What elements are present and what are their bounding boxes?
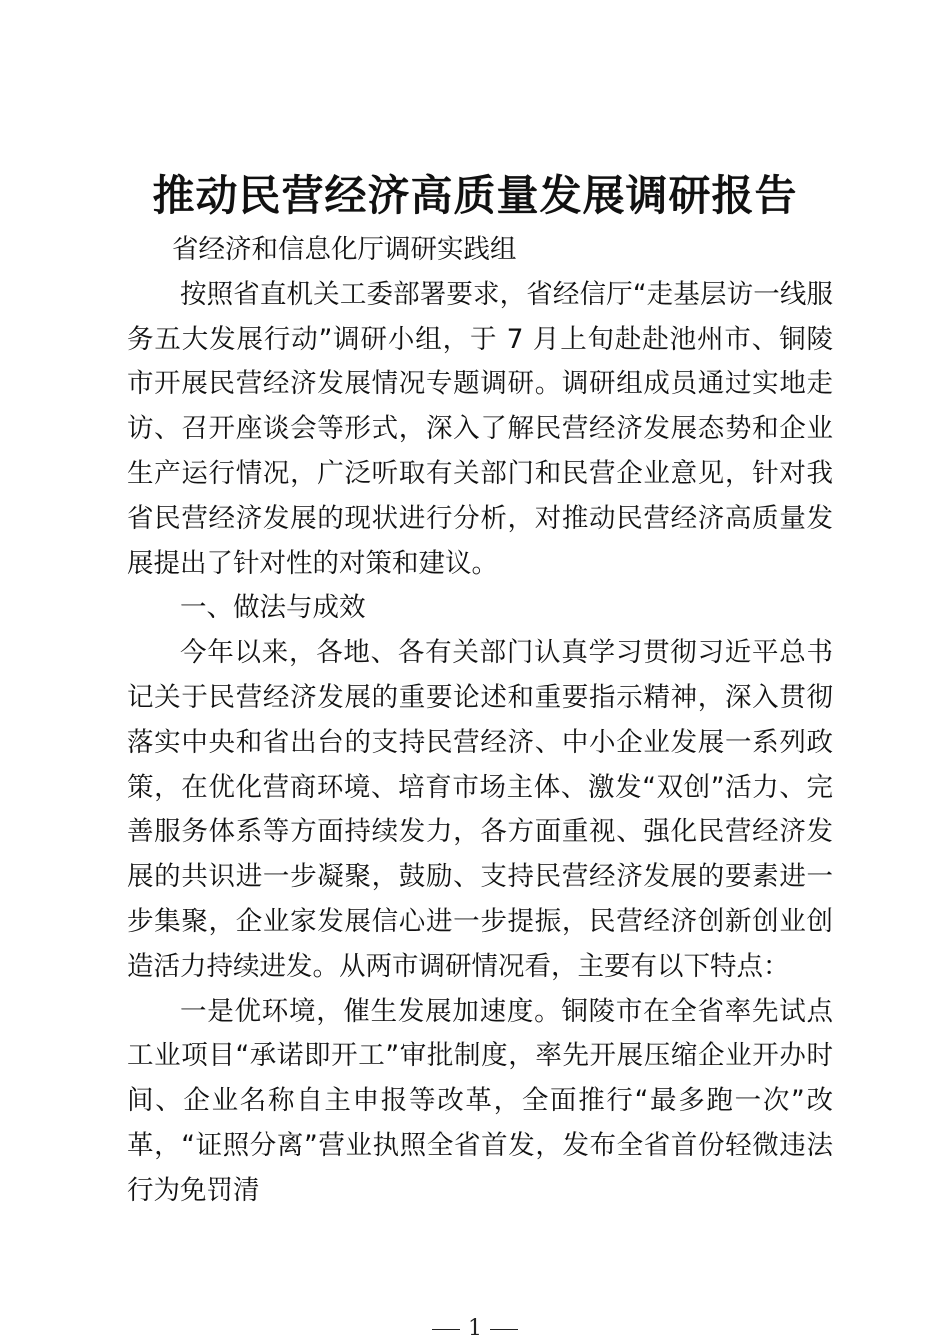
author-line: 省经济和信息化厅调研实践组 xyxy=(172,234,517,265)
document-title: 推动民营经济高质量发展调研报告 xyxy=(152,171,798,220)
paragraph-overview: 今年以来，各地、各有关部门认真学习贯彻习近平总书记关于民营经济发展的重要论述和重要指示精神，深入贯彻落实中央和省出台的支持民营经济、中小企业发展一系列政策，在优化营商环境、培育市场主体、激发“双创”活力、完善服务体系等方面持续发力，各方面重视、强化民营经济发展的共识进一步凝聚，鼓励、支持民营经济发展的要素进一步集聚，企业家发展信心进一步提振，民营经济创新创业创造活力持续进发。从两市调研情况看，主要有以下特点： xyxy=(127,637,833,982)
footer-dash-left xyxy=(432,1329,460,1330)
footer-dash-right xyxy=(490,1329,518,1330)
document-body xyxy=(127,228,833,1214)
section-heading: 一、做法与成效 xyxy=(180,592,366,624)
page-number: 1 xyxy=(468,1316,482,1341)
page-footer xyxy=(0,1317,950,1341)
paragraph-point-one: 一是优环境，催生发展加速度。铜陵市在全省率先试点工业项目“承诺即开工”审批制度，率先开展压缩企业开办时间、企业名称自主申报等改革，全面推行“最多跑一次”改革，“证照分离”营业执照全省首发，发布全省首份轻微违法行为免罚清 xyxy=(127,995,833,1206)
paragraph-intro: 按照省直机关工委部署要求，省经信厅“走基层访一线服务五大发展行动”调研小组，于 7 月上旬赴赴池州市、铜陵市开展民营经济发展情况专题调研。调研组成员通过实地走访、召开座谈会等形式，深入了解民营经济发展态势和企业生产运行情况，广泛听取有关部门和民营企业意见，针对我省民营经济发展的现状进行分析，对推动民营经济高质量发展提出了针对性的对策和建议。 xyxy=(127,278,833,579)
